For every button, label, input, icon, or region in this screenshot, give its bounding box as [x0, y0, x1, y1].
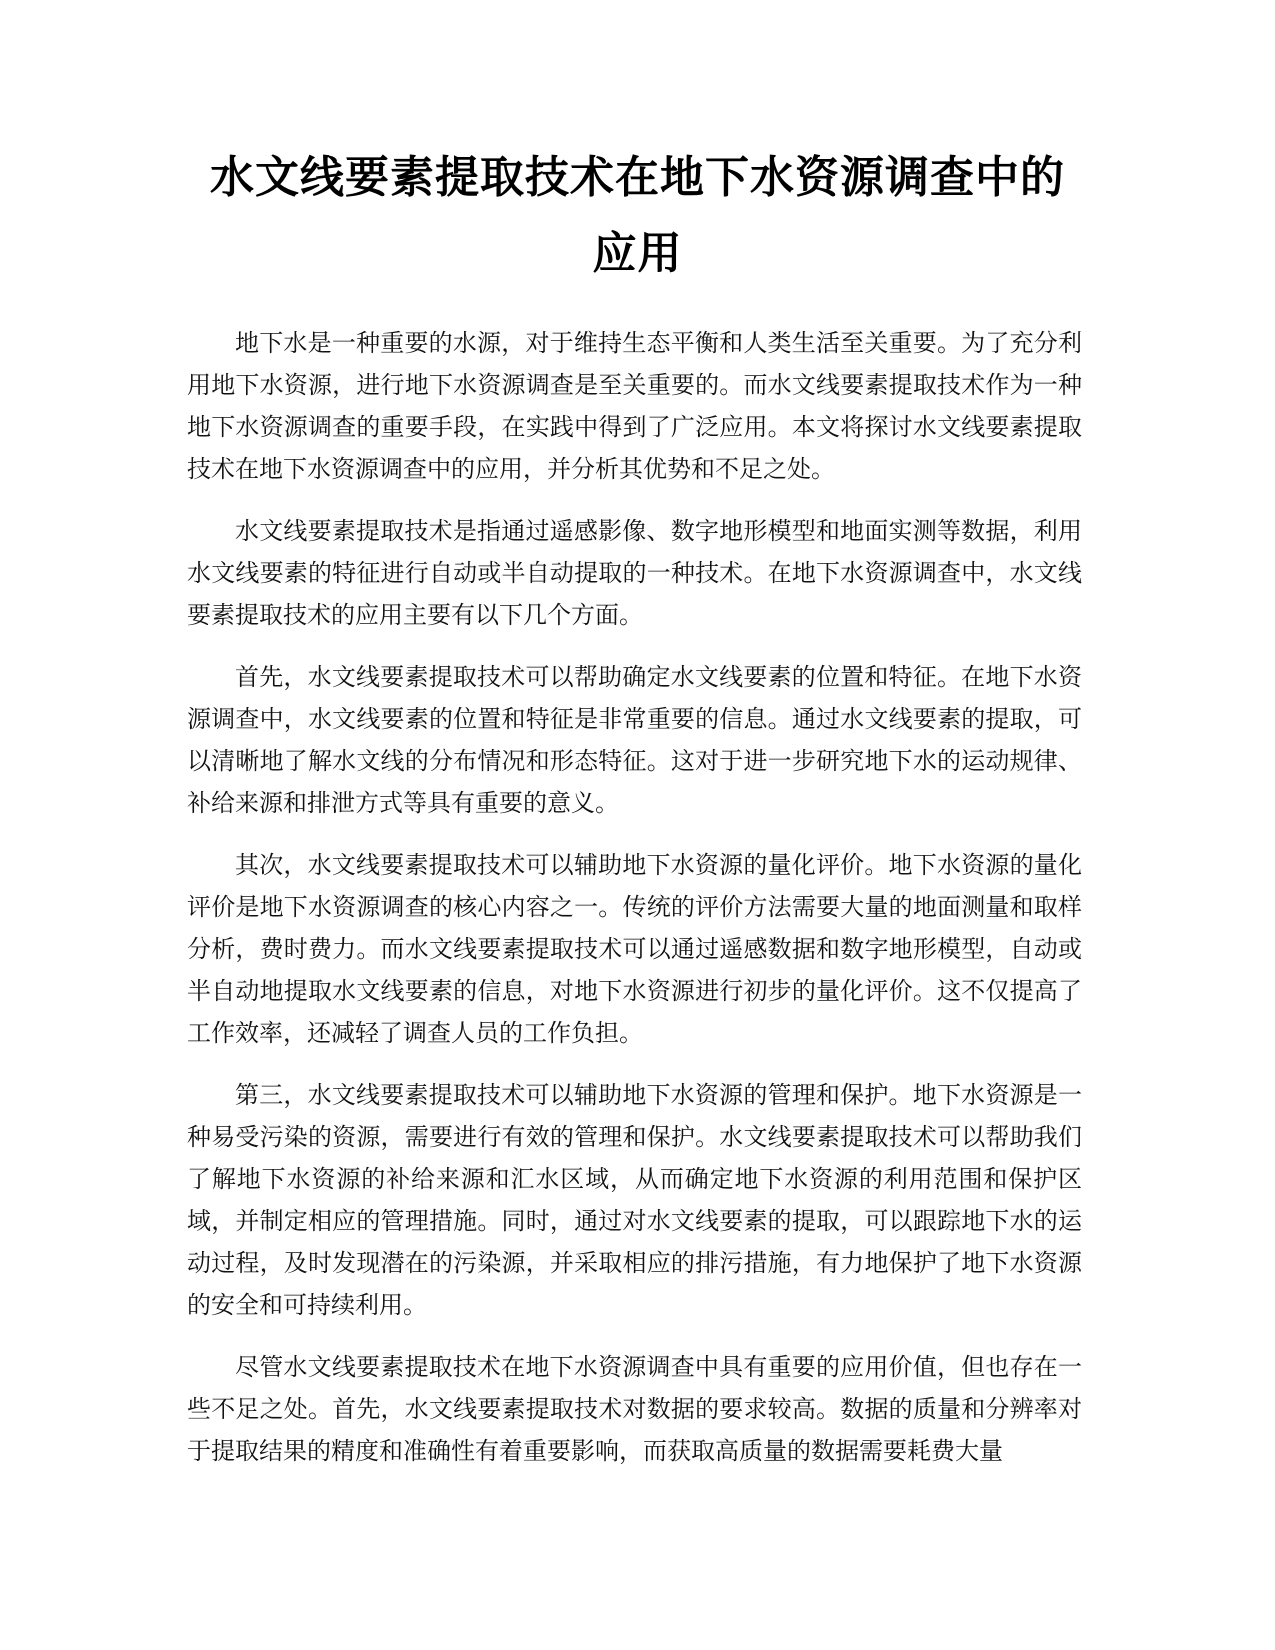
- document-title: [150, 140, 1125, 292]
- paragraph-intro: 地下水是一种重要的水源，对于维持生态平衡和人类生活至关重要。为了充分利用地下水资源，进行地下水资源调查是至关重要的。而水文线要素提取技术作为一种地下水资源调查的重要手段，在实践中得到了广泛应用。本文将探讨水文线要素提取技术在地下水资源调查中的应用，并分析其优势和不足之处。: [187, 329, 1082, 483]
- document-body: [187, 322, 1082, 1492]
- paragraph-definition: 水文线要素提取技术是指通过遥感影像、数字地形模型和地面实测等数据，利用水文线要素的特征进行自动或半自动提取的一种技术。在地下水资源调查中，水文线要素提取技术的应用主要有以下几个方面。: [187, 517, 1082, 629]
- title-line-2: 应用: [592, 228, 683, 279]
- paragraph-limitations: 尽管水文线要素提取技术在地下水资源调查中具有重要的应用价值，但也存在一些不足之处。首先，水文线要素提取技术对数据的要求较高。数据的质量和分辨率对于提取结果的精度和准确性有着重要影响，而获取高质量的数据需要耗费大量: [187, 1353, 1082, 1465]
- paragraph-third-application: 第三，水文线要素提取技术可以辅助地下水资源的管理和保护。地下水资源是一种易受污染的资源，需要进行有效的管理和保护。水文线要素提取技术可以帮助我们了解地下水资源的补给来源和汇水区域，从而确定地下水资源的利用范围和保护区域，并制定相应的管理措施。同时，通过对水文线要素的提取，可以跟踪地下水的运动过程，及时发现潜在的污染源，并采取相应的排污措施，有力地保护了地下水资源的安全和可持续利用。: [187, 1081, 1082, 1319]
- title-line-1: 水文线要素提取技术在地下水资源调查中的: [210, 152, 1065, 203]
- paragraph-first-application: 首先，水文线要素提取技术可以帮助确定水文线要素的位置和特征。在地下水资源调查中，水文线要素的位置和特征是非常重要的信息。通过水文线要素的提取，可以清晰地了解水文线的分布情况和形态特征。这对于进一步研究地下水的运动规律、补给来源和排泄方式等具有重要的意义。: [187, 663, 1082, 817]
- paragraph-second-application: 其次，水文线要素提取技术可以辅助地下水资源的量化评价。地下水资源的量化评价是地下水资源调查的核心内容之一。传统的评价方法需要大量的地面测量和取样分析，费时费力。而水文线要素提取技术可以通过遥感数据和数字地形模型，自动或半自动地提取水文线要素的信息，对地下水资源进行初步的量化评价。这不仅提高了工作效率，还减轻了调查人员的工作负担。: [187, 851, 1082, 1047]
